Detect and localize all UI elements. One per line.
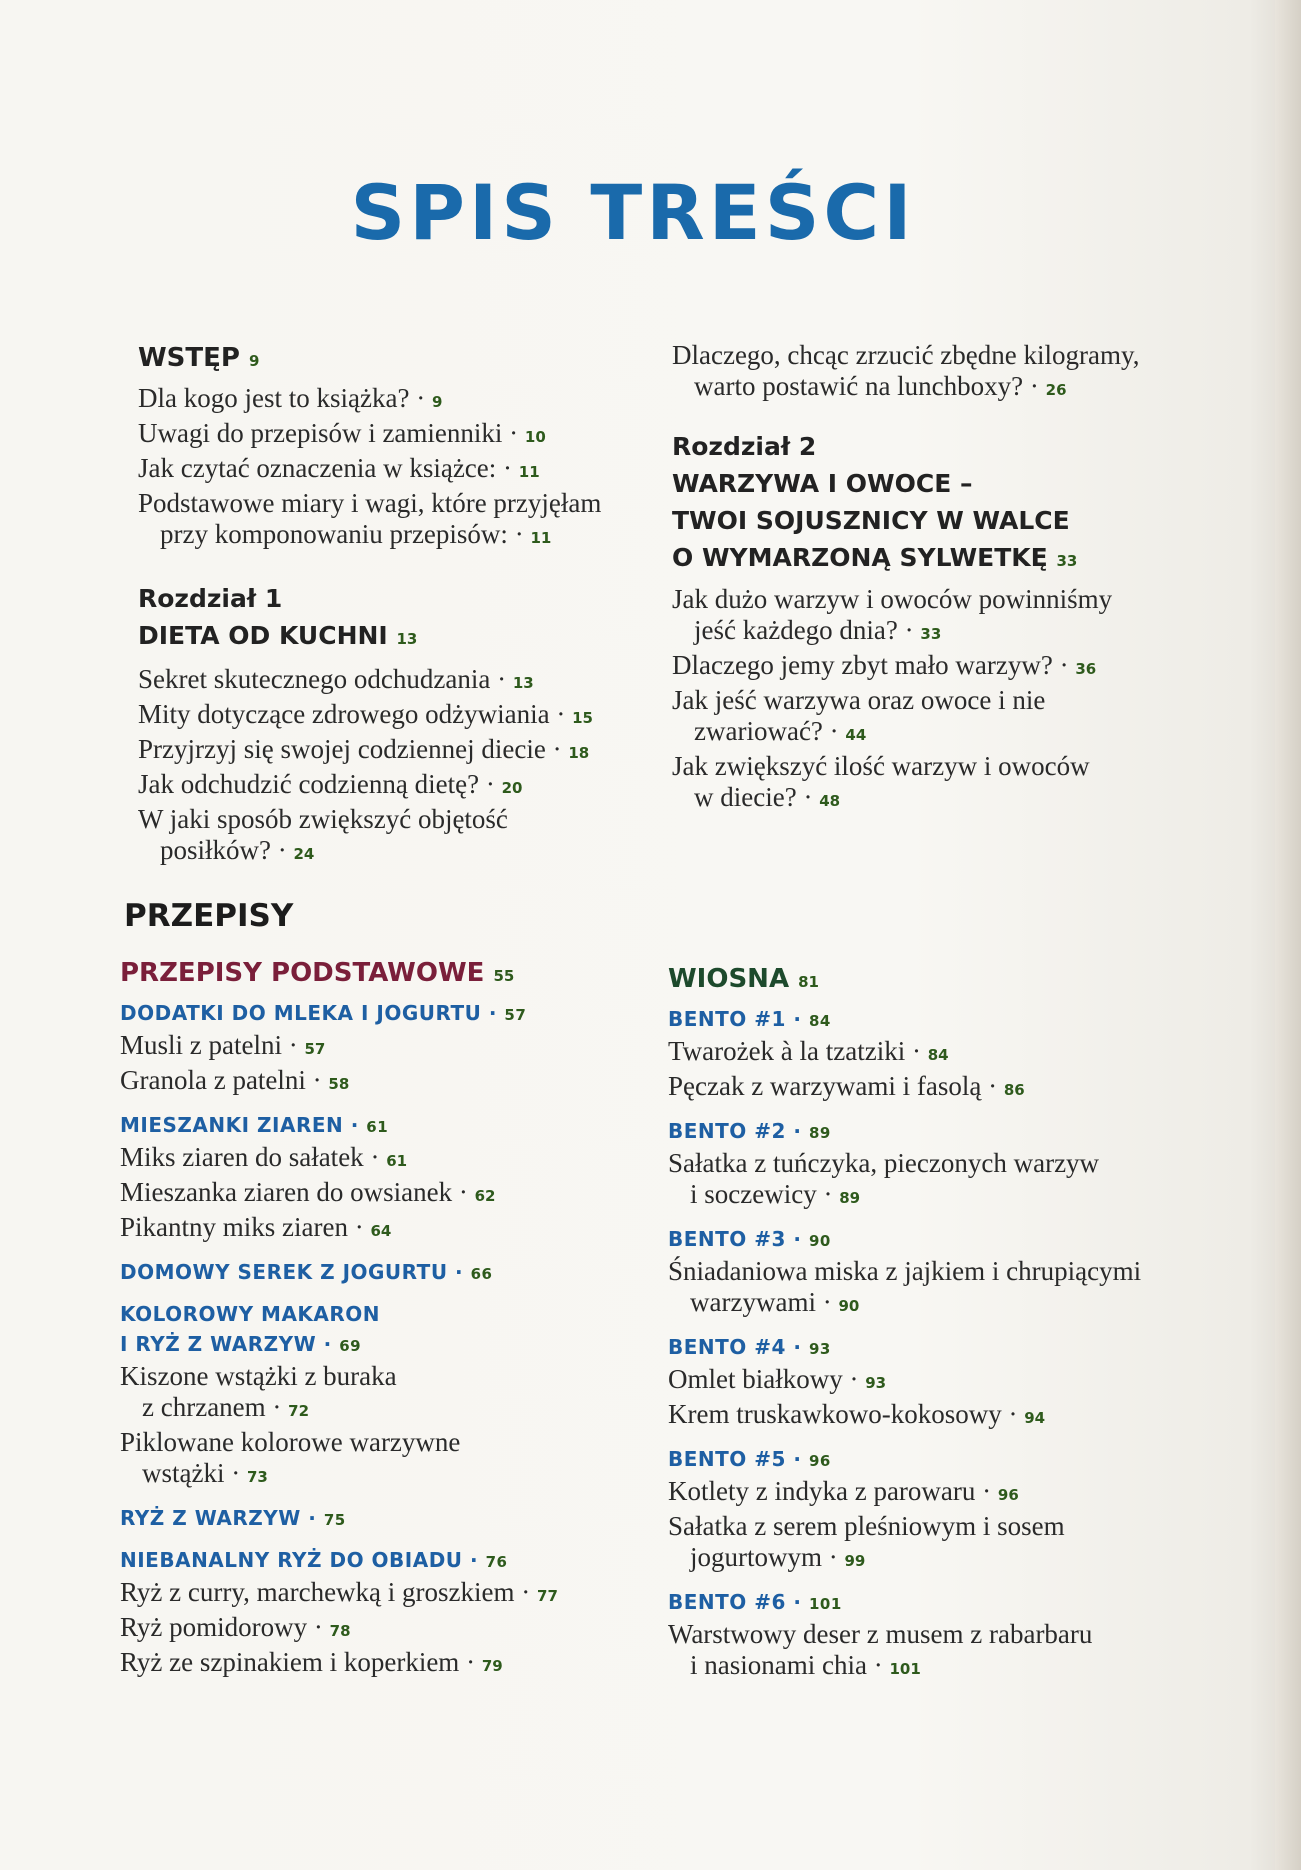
chapter-1-title xyxy=(138,617,698,658)
page-number: 57 xyxy=(504,1006,527,1024)
toc-item-text: zwariować? xyxy=(694,716,823,746)
page-number: 99 xyxy=(844,1552,866,1570)
chapter-2-title-line xyxy=(672,539,1192,580)
chapter-1-title-text: DIETA OD KUCHNI xyxy=(138,621,388,650)
page-number: 15 xyxy=(572,709,593,727)
page-number: 86 xyxy=(1003,1081,1025,1099)
toc-item-text: Dlaczego jemy zbyt mało warzyw? xyxy=(672,650,1053,680)
section-wstep xyxy=(138,340,698,379)
page-number: 33 xyxy=(920,625,942,643)
recipe-group-label: DODATKI DO MLEKA I JOGURTU xyxy=(120,1001,482,1025)
page-number: 93 xyxy=(808,1340,831,1358)
toc-item-text: warto postawić na lunchboxy? xyxy=(694,371,1024,401)
bento-group: BENTO #5 · 96 xyxy=(668,1447,831,1471)
recipe-item: Ryż z curry, marchewką i groszkiem · 77 xyxy=(120,1577,558,1607)
recipe-group: MIESZANKI ZIAREN · 61 xyxy=(120,1113,389,1137)
recipe-item-text: Krem truskawkowo-kokosowy xyxy=(668,1399,1002,1429)
bento-group: BENTO #1 · 84 xyxy=(668,1007,831,1031)
recipes-heading: PRZEPISY xyxy=(124,898,294,934)
recipe-item: Miks ziaren do sałatek · 61 xyxy=(120,1142,408,1172)
toc-item-text: posiłków? xyxy=(160,835,271,865)
recipe-item-text: Omlet białkowy xyxy=(668,1364,843,1394)
recipe-group-label: MIESZANKI ZIAREN xyxy=(120,1113,344,1137)
recipe-item: Omlet białkowy · 93 xyxy=(668,1364,887,1394)
page-number: 18 xyxy=(568,744,590,762)
recipe-group-label: I RYŻ Z WARZYW xyxy=(120,1332,317,1356)
toc-item-text: Przyjrzyj się swojej codziennej diecie xyxy=(138,734,546,764)
section-spring xyxy=(668,964,1198,994)
page-number: 33 xyxy=(1056,552,1078,570)
recipe-item: Kiszone wstążki z buraka z chrzanem · 72 xyxy=(120,1361,397,1422)
toc-item: Dlaczego, chcąc zrzucić zbędne kilogramy, warto postawić na lunchboxy? · 26 xyxy=(672,340,1140,401)
recipe-item: Pikantny miks ziaren · 64 xyxy=(120,1212,392,1242)
recipe-item-text: jogurtowym xyxy=(690,1542,822,1572)
page-number: 90 xyxy=(808,1232,831,1250)
bento-label: BENTO #3 xyxy=(668,1227,786,1251)
page-number: 73 xyxy=(246,1468,268,1486)
recipe-item: Warstwowy deser z musem z rabarbaru i nasionami chia · 101 xyxy=(668,1619,1093,1680)
recipe-item-text: Mieszanka ziaren do owsianek xyxy=(120,1177,453,1207)
recipe-item: Krem truskawkowo-kokosowy · 94 xyxy=(668,1399,1046,1429)
page-number: 55 xyxy=(493,967,515,985)
recipe-item-text: Twarożek à la tzatziki xyxy=(668,1036,906,1066)
intro-right-column xyxy=(672,340,1192,817)
page-number: 79 xyxy=(481,1657,503,1675)
toc-item: Dlaczego jemy zbyt mało warzyw? · 36 xyxy=(672,650,1097,680)
recipe-item-text: i soczewicy xyxy=(690,1179,817,1209)
toc-item-text: w diecie? xyxy=(694,782,797,812)
recipe-item-text: Kiszone wstążki z buraka xyxy=(120,1361,397,1391)
recipe-item: Sałatka z tuńczyka, pieczonych warzyw i soczewicy · 89 xyxy=(668,1148,1100,1209)
toc-item-text: Dla kogo jest to książka? xyxy=(138,383,410,413)
toc-item: W jaki sposób zwiększyć objętość posiłków? · 24 xyxy=(138,804,508,865)
recipe-item: Kotlety z indyka z parowaru · 96 xyxy=(668,1476,1019,1506)
section-wstep-label: WSTĘP xyxy=(138,343,240,373)
section-basic-recipes-label: PRZEPISY PODSTAWOWE xyxy=(120,958,485,988)
chapter-1-label: Rozdział 1 xyxy=(138,584,283,613)
toc-item: Jak odchudzić codzienną dietę? · 20 xyxy=(138,769,523,799)
toc-item: Uwagi do przepisów i zamienniki · 10 xyxy=(138,418,546,448)
section-spring-label: WIOSNA xyxy=(668,964,790,994)
page-number: 94 xyxy=(1024,1409,1046,1427)
page-number: 24 xyxy=(293,845,315,863)
recipe-item: Mieszanka ziaren do owsianek · 62 xyxy=(120,1177,496,1207)
recipe-item-text: Śniadaniowa miska z jajkiem i chrupiącymi xyxy=(668,1256,1142,1286)
toc-item-text: Dlaczego, chcąc zrzucić zbędne kilogramy, xyxy=(672,340,1140,370)
page-number: 13 xyxy=(512,674,534,692)
page-number: 36 xyxy=(1075,660,1097,678)
page-number: 48 xyxy=(819,792,841,810)
toc-item-text: Jak dużo warzyw i owoców powinniśmy xyxy=(672,584,1113,614)
page-number: 20 xyxy=(501,779,523,797)
recipe-item-text: Sałatka z serem pleśniowym i sosem xyxy=(668,1511,1065,1541)
bento-group: BENTO #3 · 90 xyxy=(668,1227,831,1251)
page-number: 90 xyxy=(838,1297,860,1315)
page-number: 11 xyxy=(530,529,552,547)
toc-item-text: Jak odchudzić codzienną dietę? xyxy=(138,769,480,799)
recipe-item: Sałatka z serem pleśniowym i sosem jogurtowym · 99 xyxy=(668,1511,1065,1572)
recipe-item: Piklowane kolorowe warzywne wstążki · 73 xyxy=(120,1427,461,1488)
recipe-item-text: Piklowane kolorowe warzywne xyxy=(120,1427,461,1457)
page-number: 89 xyxy=(808,1124,831,1142)
toc-item: Podstawowe miary i wagi, które przyjęłam przy komponowaniu przepisów: · 11 xyxy=(138,488,602,549)
toc-item-text: jeść każdego dnia? xyxy=(694,615,898,645)
page-number: 10 xyxy=(524,428,546,446)
page-number: 26 xyxy=(1045,381,1067,399)
recipe-item: Śniadaniowa miska z jajkiem i chrupiącymi warzywami · 90 xyxy=(668,1256,1142,1317)
page-number: 11 xyxy=(518,463,540,481)
recipe-item-text: Granola z patelni xyxy=(120,1065,306,1095)
toc-item-text: Jak czytać oznaczenia w książce: xyxy=(138,453,497,483)
bento-label: BENTO #4 xyxy=(668,1335,786,1359)
bento-label: BENTO #2 xyxy=(668,1119,786,1143)
chapter-2-title-line: WARZYWA I OWOCE – xyxy=(672,469,973,498)
recipe-item-text: Ryż pomidorowy xyxy=(120,1612,308,1642)
chapter-2-title-line: TWOI SOJUSZNICY W WALCE xyxy=(672,506,1070,535)
toc-item: Jak zwiększyć ilość warzyw i owoców w diecie? · 48 xyxy=(672,751,1090,812)
toc-item-text: Podstawowe miary i wagi, które przyjęłam xyxy=(138,488,602,518)
page-number: 9 xyxy=(249,352,260,370)
page-number: 76 xyxy=(485,1553,508,1571)
recipe-item-text: z chrzanem xyxy=(142,1392,266,1422)
toc-item: Sekret skutecznego odchudzania · 13 xyxy=(138,664,534,694)
recipe-item-text: wstążki xyxy=(142,1458,225,1488)
toc-item: Przyjrzyj się swojej codziennej diecie · 18 xyxy=(138,734,590,764)
recipe-item-text: Sałatka z tuńczyka, pieczonych warzyw xyxy=(668,1148,1100,1178)
page-number: 44 xyxy=(845,726,867,744)
page-number: 64 xyxy=(370,1222,392,1240)
chapter-2-label: Rozdział 2 xyxy=(672,432,817,461)
page-number: 62 xyxy=(474,1187,496,1205)
recipe-item-text: Pikantny miks ziaren xyxy=(120,1212,348,1242)
recipe-group: RYŻ Z WARZYW · 75 xyxy=(120,1506,346,1530)
page-number: 81 xyxy=(798,973,819,991)
page-number: 96 xyxy=(808,1452,831,1470)
recipe-item-text: Warstwowy deser z musem z rabarbaru xyxy=(668,1619,1093,1649)
page-number: 61 xyxy=(366,1118,389,1136)
bento-group: BENTO #2 · 89 xyxy=(668,1119,831,1143)
recipe-group-label: RYŻ Z WARZYW xyxy=(120,1506,301,1530)
recipe-item-text: i nasionami chia xyxy=(690,1650,867,1680)
toc-item-text: Jak jeść warzywa oraz owoce i nie xyxy=(672,685,1046,715)
page-number: 58 xyxy=(328,1075,350,1093)
page-number: 69 xyxy=(339,1337,362,1355)
bento-label: BENTO #1 xyxy=(668,1007,786,1031)
page-number: 96 xyxy=(997,1486,1019,1504)
recipe-item-text: Miks ziaren do sałatek xyxy=(120,1142,364,1172)
recipe-group-label: DOMOWY SEREK Z JOGURTU xyxy=(120,1260,448,1284)
recipe-item: Musli z patelni · 57 xyxy=(120,1030,326,1060)
page-number: 84 xyxy=(808,1012,831,1030)
recipe-item: Granola z patelni · 58 xyxy=(120,1065,350,1095)
page-edge-shadow xyxy=(1275,0,1301,1870)
bento-group: BENTO #6 · 101 xyxy=(668,1590,842,1614)
toc-item-text: Uwagi do przepisów i zamienniki xyxy=(138,418,503,448)
recipes-left-column xyxy=(120,958,680,1682)
recipe-item-text: warzywami xyxy=(690,1287,816,1317)
page-number: 77 xyxy=(537,1587,558,1605)
page-number: 13 xyxy=(396,630,418,648)
bento-label: BENTO #5 xyxy=(668,1447,786,1471)
page-number: 101 xyxy=(889,1660,921,1678)
recipe-group: DOMOWY SEREK Z JOGURTU · 66 xyxy=(120,1260,493,1284)
toc-item: Dla kogo jest to książka? · 9 xyxy=(138,383,443,413)
recipe-group: KOLOROWY MAKARON xyxy=(120,1302,381,1326)
page-title: SPIS TREŚCI xyxy=(350,168,916,257)
toc-item-text: Jak zwiększyć ilość warzyw i owoców xyxy=(672,751,1090,781)
recipe-item: Ryż pomidorowy · 78 xyxy=(120,1612,351,1642)
page-number: 101 xyxy=(808,1595,842,1613)
recipe-item-text: Kotlety z indyka z parowaru xyxy=(668,1476,976,1506)
bento-group: BENTO #4 · 93 xyxy=(668,1335,831,1359)
page-number: 93 xyxy=(865,1374,887,1392)
bento-label: BENTO #6 xyxy=(668,1590,786,1614)
recipe-group: DODATKI DO MLEKA I JOGURTU · 57 xyxy=(120,1001,527,1025)
intro-left-column xyxy=(138,340,698,870)
page-number: 89 xyxy=(839,1189,861,1207)
recipe-item-text: Ryż ze szpinakiem i koperkiem xyxy=(120,1647,460,1677)
section-basic-recipes xyxy=(120,958,680,988)
toc-item: Jak jeść warzywa oraz owoce i nie zwariować? · 44 xyxy=(672,685,1046,746)
recipe-item: Twarożek à la tzatziki · 84 xyxy=(668,1036,949,1066)
recipe-item-text: Musli z patelni xyxy=(120,1030,282,1060)
page-number: 78 xyxy=(329,1622,351,1640)
recipe-item-text: Pęczak z warzywami i fasolą xyxy=(668,1071,982,1101)
recipe-item: Pęczak z warzywami i fasolą · 86 xyxy=(668,1071,1025,1101)
page-number: 84 xyxy=(927,1046,949,1064)
toc-item-text: Mity dotyczące zdrowego odżywiania xyxy=(138,699,550,729)
recipe-item-text: Ryż z curry, marchewką i groszkiem xyxy=(120,1577,515,1607)
recipe-group: NIEBANALNY RYŻ DO OBIADU · 76 xyxy=(120,1548,508,1572)
toc-item-text: przy komponowaniu przepisów: xyxy=(160,519,508,549)
toc-item: Mity dotyczące zdrowego odżywiania · 15 xyxy=(138,699,593,729)
recipe-item: Ryż ze szpinakiem i koperkiem · 79 xyxy=(120,1647,503,1677)
toc-item-text: W jaki sposób zwiększyć objętość xyxy=(138,804,508,834)
toc-item-text: Sekret skutecznego odchudzania xyxy=(138,664,491,694)
page-number: 9 xyxy=(431,393,443,411)
recipe-group-label: NIEBANALNY RYŻ DO OBIADU xyxy=(120,1548,463,1572)
toc-item: Jak dużo warzyw i owoców powinniśmy jeść każdego dnia? · 33 xyxy=(672,584,1113,645)
page-number: 75 xyxy=(323,1511,346,1529)
recipes-right-column xyxy=(668,964,1198,1685)
page-number: 61 xyxy=(386,1152,408,1170)
page-number: 66 xyxy=(470,1265,493,1283)
page-number: 72 xyxy=(288,1402,310,1420)
recipe-group: I RYŻ Z WARZYW · 69 xyxy=(120,1332,362,1356)
page-number: 57 xyxy=(304,1040,326,1058)
toc-item: Jak czytać oznaczenia w książce: · 11 xyxy=(138,453,540,483)
chapter-2-title-text: O WYMARZONĄ SYLWETKĘ xyxy=(672,543,1048,572)
